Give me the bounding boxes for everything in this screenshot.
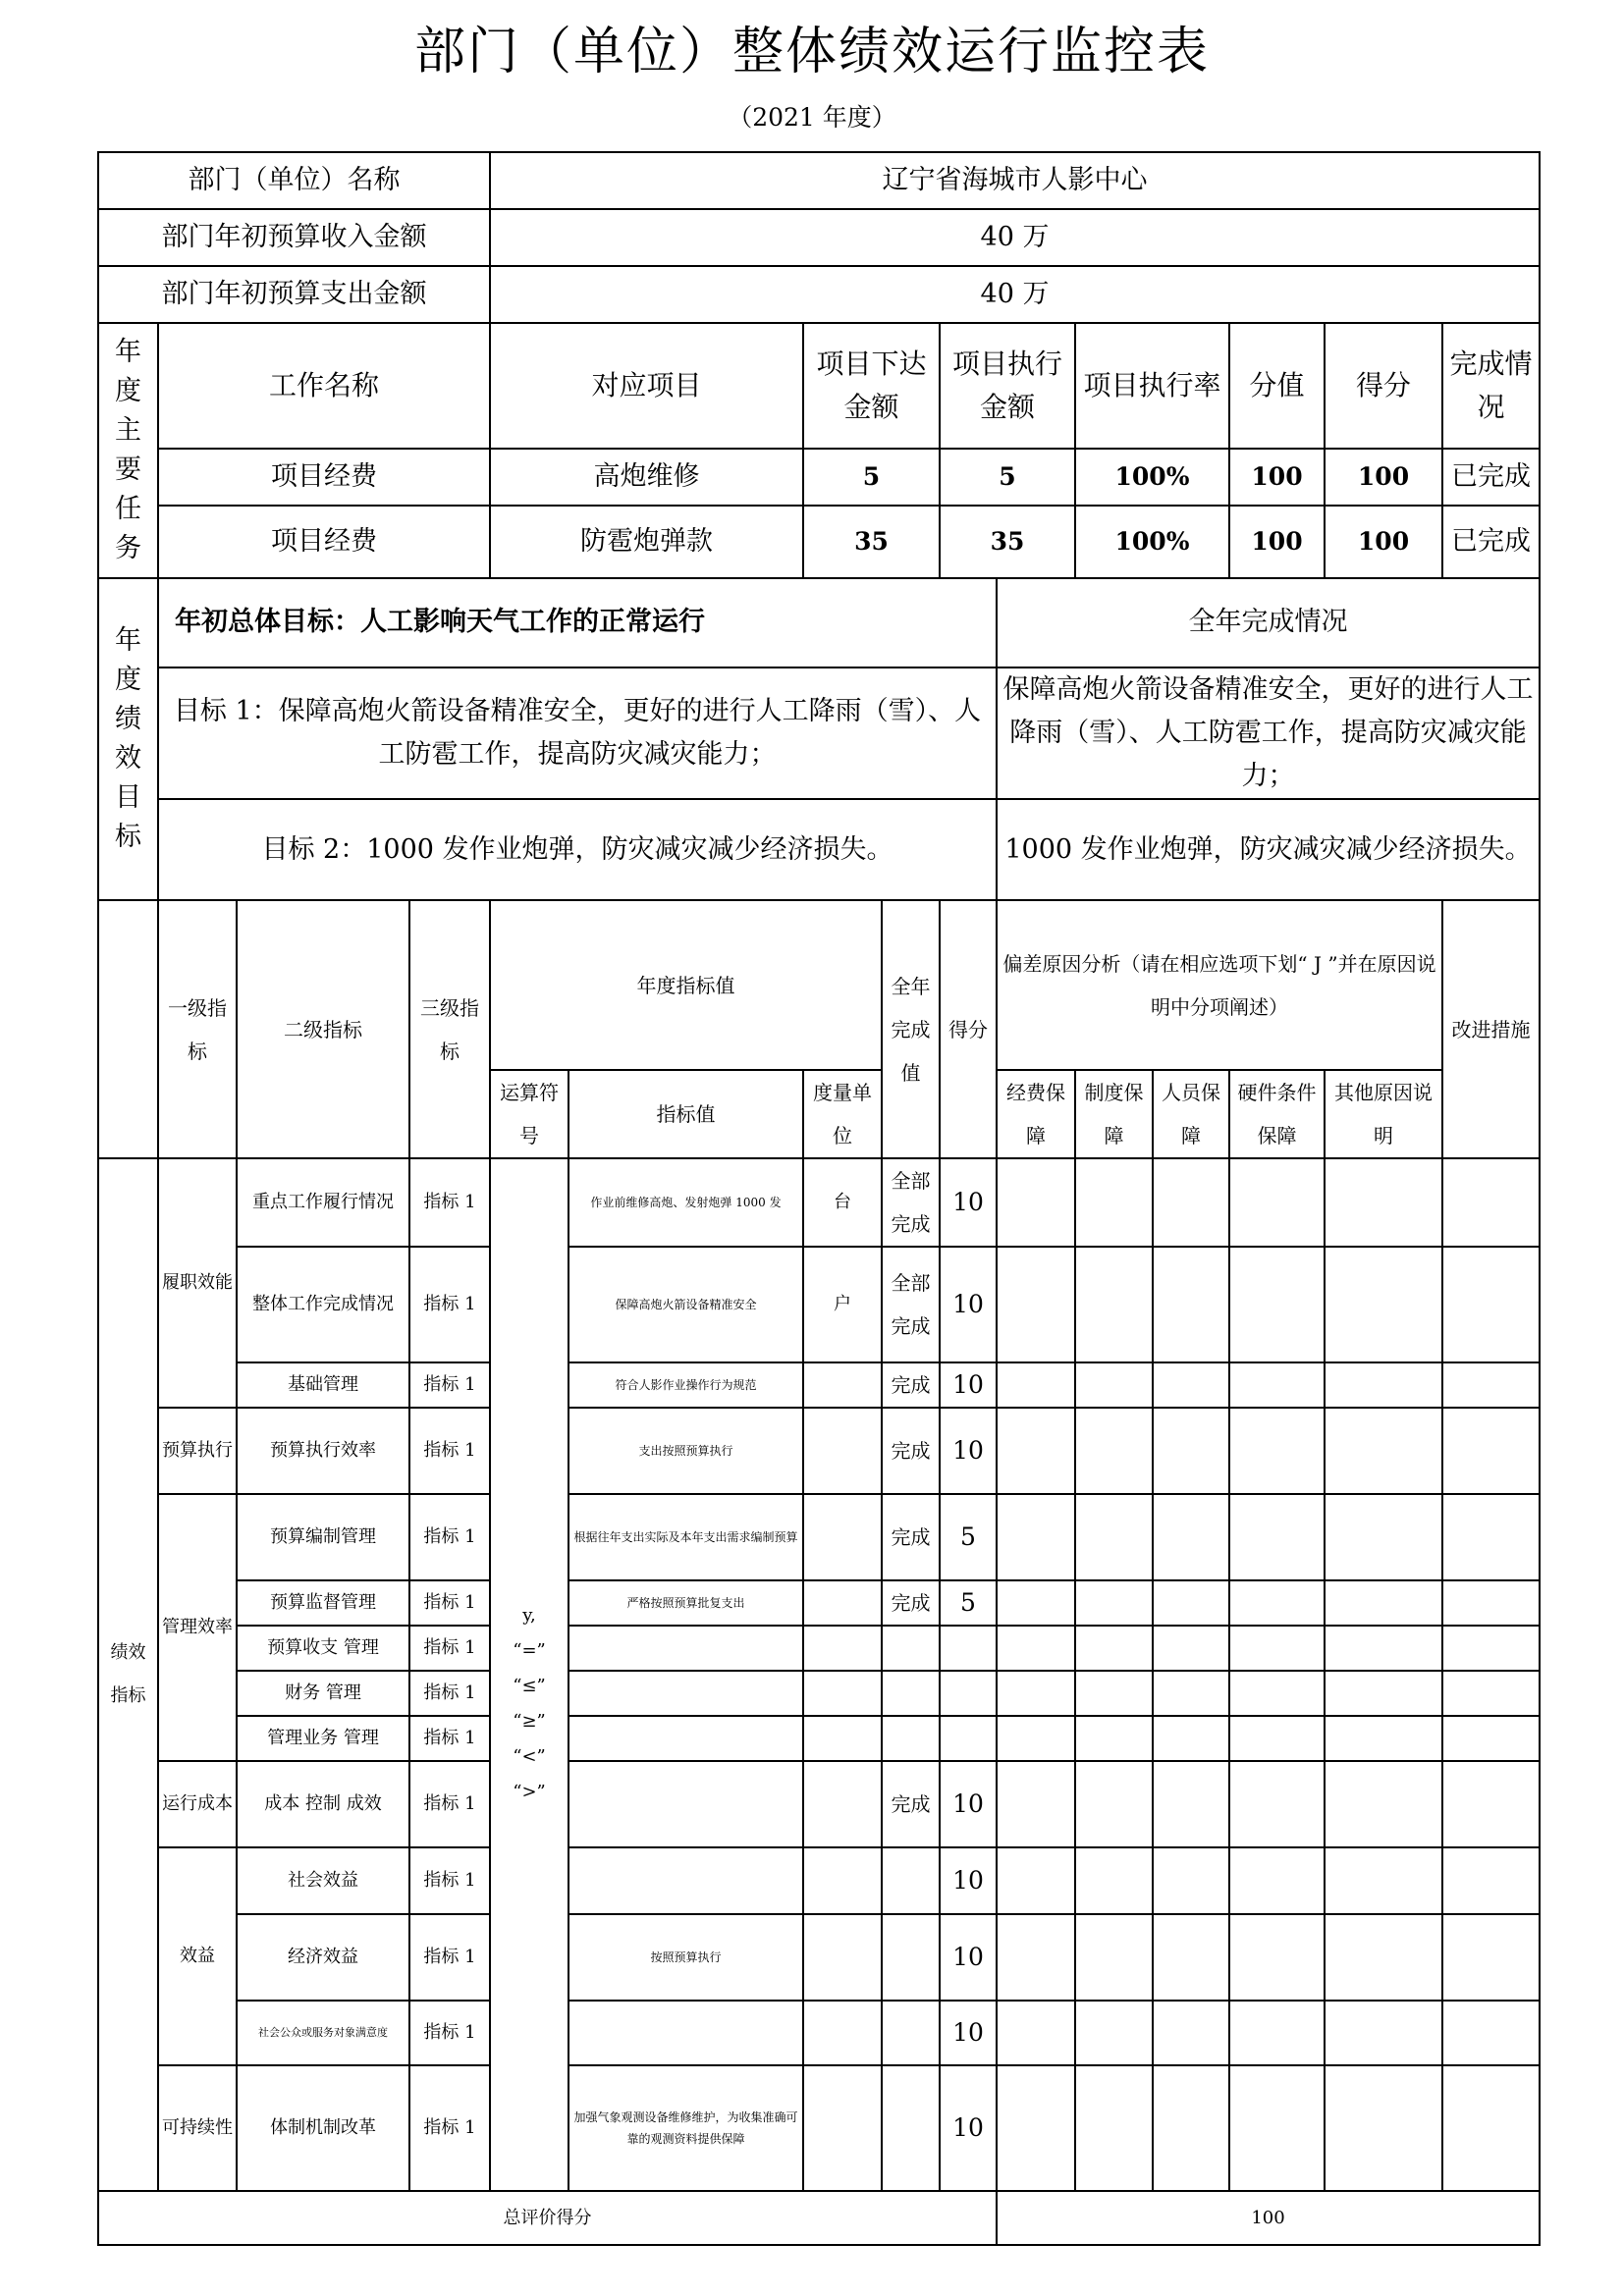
- header-operator: 运算符号: [490, 1070, 568, 1158]
- indicator-row: [98, 1494, 1540, 1580]
- unit-cell: [803, 2065, 882, 2191]
- category-benefit: 效益: [158, 1847, 237, 2065]
- completion-header: 全年完成情况: [997, 578, 1540, 667]
- operator-item: y,: [522, 1605, 536, 1626]
- level2-cell: 基础管理: [237, 1362, 409, 1408]
- level3-cell: 指标 1: [409, 1158, 490, 1247]
- level2-cell: 预算执行效率: [237, 1408, 409, 1494]
- completion-cell: 完成: [882, 1580, 940, 1626]
- level2-cell: 重点工作履行情况: [237, 1158, 409, 1247]
- task-project: 高炮维修: [490, 449, 803, 506]
- completion-cell: [882, 2065, 940, 2191]
- category-performance: 履职效能: [158, 1158, 237, 1408]
- level3-cell: 指标 1: [409, 1716, 490, 1761]
- value-cell: 根据往年支出实际及本年支出需求编制预算: [568, 1494, 803, 1580]
- task-header-score: 得分: [1325, 323, 1442, 449]
- operator-item: “≤”: [513, 1676, 546, 1696]
- level3-cell: 指标 1: [409, 2001, 490, 2065]
- category-sustain: 可持续性: [158, 2065, 237, 2191]
- task-row: [98, 506, 1540, 578]
- header-level1: 一级指标: [158, 900, 237, 1158]
- goal-1-done: 保障高炮火箭设备精准安全，更好的进行人工降雨（雪）、人工防雹工作，提高防灾减灾能力；: [997, 667, 1540, 799]
- income-value: 40 万: [490, 209, 1540, 266]
- score-cell: 10: [940, 1761, 997, 1847]
- indicator-row: [98, 1716, 1540, 1761]
- task-work: 项目经费: [158, 449, 490, 506]
- unit-value: 辽宁省海城市人影中心: [490, 152, 1540, 209]
- goal-header-row: [98, 578, 1540, 667]
- task-row: [98, 449, 1540, 506]
- score-cell: 10: [940, 1847, 997, 1914]
- task-header-executed: 项目执行金额: [940, 323, 1075, 449]
- indicator-row: [98, 1247, 1540, 1362]
- goal-2-done: 1000 发作业炮弹，防灾减灾减少经济损失。: [997, 799, 1540, 900]
- indicator-row: [98, 1408, 1540, 1494]
- completion-cell: 全部完成: [882, 1247, 940, 1362]
- score-cell: 10: [940, 1247, 997, 1362]
- value-cell: 作业前维修高炮、发射炮弹 1000 发: [568, 1158, 803, 1247]
- indicator-side-label: 绩效指标: [98, 1158, 158, 2191]
- goal-1: 目标 1：保障高炮火箭设备精准安全，更好的进行人工降雨（雪）、人工防雹工作，提高防灾减灾能力；: [158, 667, 997, 799]
- unit-cell: [803, 1914, 882, 2001]
- level2-cell: 社会公众或服务对象满意度: [237, 2001, 409, 2065]
- score-cell: 10: [940, 1408, 997, 1494]
- unit-cell: [803, 1761, 882, 1847]
- category-management: 管理效率: [158, 1494, 237, 1761]
- income-label: 部门年初预算收入金额: [98, 209, 490, 266]
- unit-cell: [803, 2001, 882, 2065]
- task-rate: 100%: [1075, 506, 1229, 578]
- total-value: 100: [997, 2191, 1540, 2245]
- unit-cell: [803, 1494, 882, 1580]
- unit-cell: [803, 1626, 882, 1671]
- completion-cell: 完成: [882, 1408, 940, 1494]
- goal-2: 目标 2：1000 发作业炮弹，防灾减灾减少经济损失。: [158, 799, 997, 900]
- task-executed: 35: [940, 506, 1075, 578]
- level3-cell: 指标 1: [409, 1362, 490, 1408]
- level2-cell: 整体工作完成情况: [237, 1247, 409, 1362]
- task-side-label: 年度主要任务: [98, 323, 158, 578]
- level3-cell: 指标 1: [409, 1914, 490, 2001]
- indicator-row: [98, 1362, 1540, 1408]
- unit-cell: [803, 1716, 882, 1761]
- unit-cell: 户: [803, 1247, 882, 1362]
- task-score: 100: [1325, 449, 1442, 506]
- task-header-project: 对应项目: [490, 323, 803, 449]
- value-cell: [568, 2001, 803, 2065]
- unit-cell: [803, 1580, 882, 1626]
- category-budget: 预算执行: [158, 1408, 237, 1494]
- level3-cell: 指标 1: [409, 2065, 490, 2191]
- header-completion: 全年完成值: [882, 900, 940, 1158]
- header-level2: 二级指标: [237, 900, 409, 1158]
- completion-cell: [882, 1671, 940, 1716]
- operator-item: “>”: [513, 1782, 546, 1802]
- indicator-row: [98, 1914, 1540, 2001]
- level2-cell: 经济效益: [237, 1914, 409, 2001]
- completion-cell: [882, 1914, 940, 2001]
- indicator-row: [98, 2001, 1540, 2065]
- header-value: 指标值: [568, 1070, 803, 1158]
- value-cell: [568, 1716, 803, 1761]
- value-cell: 支出按照预算执行: [568, 1408, 803, 1494]
- level2-cell: 预算编制管理: [237, 1494, 409, 1580]
- header-dev-hardware: 硬件条件保障: [1229, 1070, 1325, 1158]
- task-project: 防雹炮弹款: [490, 506, 803, 578]
- completion-cell: [882, 2001, 940, 2065]
- level3-cell: 指标 1: [409, 1761, 490, 1847]
- task-header-row: [98, 323, 1540, 449]
- value-cell: 符合人影作业操作行为规范: [568, 1362, 803, 1408]
- unit-cell: [803, 1847, 882, 1914]
- level2-cell: 预算收支 管理: [237, 1626, 409, 1671]
- task-rate: 100%: [1075, 449, 1229, 506]
- score-cell: [940, 1671, 997, 1716]
- indicator-row: [98, 2065, 1540, 2191]
- task-header-status: 完成情况: [1442, 323, 1540, 449]
- level3-cell: 指标 1: [409, 1408, 490, 1494]
- score-cell: 10: [940, 1362, 997, 1408]
- value-cell: [568, 1761, 803, 1847]
- task-assigned: 5: [803, 449, 940, 506]
- unit-cell: [803, 1671, 882, 1716]
- header-annual: 年度指标值: [490, 900, 882, 1070]
- total-label: 总评价得分: [98, 2191, 997, 2245]
- level2-cell: 预算监督管理: [237, 1580, 409, 1626]
- expense-row: [98, 266, 1540, 323]
- header-score: 得分: [940, 900, 997, 1158]
- level3-cell: 指标 1: [409, 1580, 490, 1626]
- level3-cell: 指标 1: [409, 1847, 490, 1914]
- value-cell: 保障高炮火箭设备精准安全: [568, 1247, 803, 1362]
- task-executed: 5: [940, 449, 1075, 506]
- operator-item: “≥”: [513, 1711, 546, 1732]
- task-work: 项目经费: [158, 506, 490, 578]
- header-dev-system: 制度保障: [1075, 1070, 1153, 1158]
- level2-cell: 体制机制改革: [237, 2065, 409, 2191]
- task-status: 已完成: [1442, 449, 1540, 506]
- goal-row: [98, 667, 1540, 799]
- score-cell: 5: [940, 1494, 997, 1580]
- level2-cell: 管理业务 管理: [237, 1716, 409, 1761]
- completion-cell: [882, 1716, 940, 1761]
- level2-cell: 成本 控制 成效: [237, 1761, 409, 1847]
- value-cell: [568, 1847, 803, 1914]
- category-cost: 运行成本: [158, 1761, 237, 1847]
- income-row: [98, 209, 1540, 266]
- task-score: 100: [1325, 506, 1442, 578]
- goal-row: [98, 799, 1540, 900]
- operator-item: “=”: [513, 1640, 546, 1661]
- completion-cell: 全部完成: [882, 1158, 940, 1247]
- expense-value: 40 万: [490, 266, 1540, 323]
- score-cell: 5: [940, 1580, 997, 1626]
- header-deviation: 偏差原因分析（请在相应选项下划“ J ”并在原因说明中分项阐述）: [997, 900, 1442, 1070]
- overall-goal-prefix: 年初总体目标：: [175, 607, 360, 638]
- score-cell: 10: [940, 2001, 997, 2065]
- header-improve: 改进措施: [1442, 900, 1540, 1158]
- page-title: 部门（单位）整体绩效运行监控表: [413, 23, 1210, 81]
- task-header-assigned: 项目下达金额: [803, 323, 940, 449]
- task-score-value: 100: [1229, 506, 1325, 578]
- level2-cell: 社会效益: [237, 1847, 409, 1914]
- score-cell: 10: [940, 2065, 997, 2191]
- indicator-row: [98, 1580, 1540, 1626]
- task-score-value: 100: [1229, 449, 1325, 506]
- value-cell: 按照预算执行: [568, 1914, 803, 2001]
- value-cell: [568, 1671, 803, 1716]
- header-level3: 三级指标: [409, 900, 490, 1158]
- unit-cell: 台: [803, 1158, 882, 1247]
- indicator-row: [98, 1671, 1540, 1716]
- header-unit: 度量单位: [803, 1070, 882, 1158]
- completion-cell: 完成: [882, 1761, 940, 1847]
- completion-cell: 完成: [882, 1362, 940, 1408]
- level3-cell: 指标 1: [409, 1494, 490, 1580]
- unit-label: 部门（单位）名称: [98, 152, 490, 209]
- indicator-row: [98, 1158, 1540, 1247]
- level3-cell: 指标 1: [409, 1626, 490, 1671]
- indicator-header-row: [98, 900, 1540, 1070]
- task-header-rate: 项目执行率: [1075, 323, 1229, 449]
- completion-cell: [882, 1626, 940, 1671]
- goal-side-label: 年度绩效目标: [98, 578, 158, 900]
- score-cell: [940, 1626, 997, 1671]
- indicator-row: [98, 1761, 1540, 1847]
- operator-item: “<”: [513, 1746, 546, 1767]
- value-cell: 加强气象观测设备维修维护，为收集准确可靠的观测资料提供保障: [568, 2065, 803, 2191]
- level3-cell: 指标 1: [409, 1671, 490, 1716]
- completion-cell: [882, 1847, 940, 1914]
- header-dev-funds: 经费保障: [997, 1070, 1075, 1158]
- task-status: 已完成: [1442, 506, 1540, 578]
- unit-cell: [803, 1362, 882, 1408]
- indicator-row: [98, 1626, 1540, 1671]
- score-cell: [940, 1716, 997, 1761]
- task-assigned: 35: [803, 506, 940, 578]
- score-cell: 10: [940, 1914, 997, 2001]
- overall-goal-text: 人工影响天气工作的正常运行: [360, 607, 705, 638]
- completion-cell: 完成: [882, 1494, 940, 1580]
- report-year: （2021 年度）: [728, 103, 896, 132]
- task-header-score-value: 分值: [1229, 323, 1325, 449]
- level2-cell: 财务 管理: [237, 1671, 409, 1716]
- indicator-row: [98, 1847, 1540, 1914]
- unit-cell: [803, 1408, 882, 1494]
- unit-row: [98, 152, 1540, 209]
- score-cell: 10: [940, 1158, 997, 1247]
- value-cell: [568, 1626, 803, 1671]
- expense-label: 部门年初预算支出金额: [98, 266, 490, 323]
- level3-cell: 指标 1: [409, 1247, 490, 1362]
- total-row: [98, 2191, 1540, 2245]
- task-header-work: 工作名称: [158, 323, 490, 449]
- performance-table: [97, 151, 1541, 2246]
- operator-cell: [490, 1158, 568, 2191]
- value-cell: 严格按照预算批复支出: [568, 1580, 803, 1626]
- header-dev-other: 其他原因说明: [1325, 1070, 1442, 1158]
- header-dev-staff: 人员保障: [1153, 1070, 1229, 1158]
